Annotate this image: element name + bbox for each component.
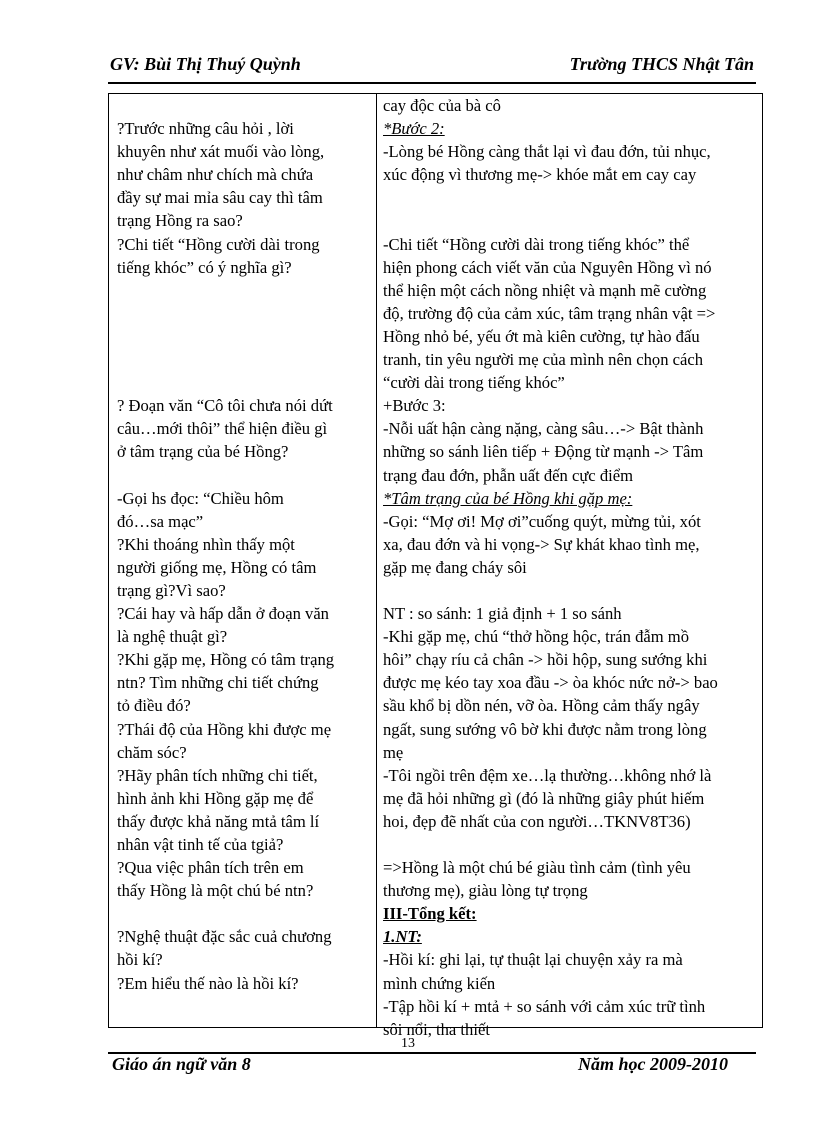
question-line	[117, 302, 374, 325]
content-line: sôi nổi, tha thiết	[383, 1019, 490, 1039]
question-line: ?Qua việc phân tích trên em	[117, 858, 304, 878]
content-line: “cười dài trong tiếng khóc”	[383, 373, 565, 393]
question-line: câu…mới thôi” thể hiện điều gì	[117, 419, 328, 439]
lesson-table	[108, 93, 763, 1039]
question-line: ?Khi thoáng nhìn thấy một	[117, 534, 295, 554]
question-line: chăm sóc?	[117, 742, 187, 762]
content-line: mẹ	[383, 742, 404, 762]
page-header	[108, 52, 756, 82]
content-line: tranh, tin yêu người mẹ của mình nên chọn cách	[383, 350, 704, 370]
question-line	[117, 464, 374, 487]
content-line: thể hiện một cách nồng nhiệt và mạnh mẽ cường	[383, 280, 707, 300]
column-divider	[376, 94, 377, 1027]
content-line: ngất, sung sướng vô bờ khi được nằm trong lòng	[383, 719, 707, 739]
content-line: -Nỗi uất hận càng nặng, càng sâu…-> Bật thành	[383, 419, 704, 439]
content-column	[383, 94, 761, 1041]
question-line: thấy được khả năng mtả tâm lí	[117, 811, 320, 831]
content-line	[383, 833, 761, 856]
content-line: -Khi gặp mẹ, chú “thở hồng hộc, trán đẫm mồ	[383, 627, 690, 647]
content-line: -Hồi kí: ghi lại, tự thuật lại chuyện xảy ra mà	[383, 950, 683, 970]
content-line: *Tâm trạng của bé Hồng khi gặp mẹ:	[383, 488, 633, 508]
content-line: hôi” chạy ríu cả chân -> hồi hộp, sung sướng khi	[383, 650, 708, 670]
content-line: được mẹ kéo tay xoa đầu -> òa khóc nức nở-> bao	[383, 673, 718, 693]
content-line: mình chứng kiến	[383, 973, 496, 993]
question-line: ?Chi tiết “Hồng cười dài trong	[117, 234, 320, 254]
content-line: *Bước 2:	[383, 119, 445, 139]
question-line: -Gọi hs đọc: “Chiều hôm	[117, 488, 284, 508]
content-line: -Tập hồi kí + mtả + so sánh với cảm xúc trữ tình	[383, 996, 706, 1016]
question-line	[117, 94, 374, 117]
question-line: đầy sự mai mỉa sâu cay thì tâm	[117, 188, 323, 208]
content-line: -Gọi: “Mợ ơi! Mợ ơi”cuống quýt, mừng tủi, xót	[383, 511, 701, 531]
content-line: =>Hồng là một chú bé giàu tình cảm (tình yêu	[383, 858, 691, 878]
question-line	[117, 279, 374, 302]
question-line: ?Khi gặp mẹ, Hồng có tâm trạng	[117, 650, 335, 670]
content-line: -Tôi ngồi trên đệm xe…lạ thường…không nhớ là	[383, 765, 712, 785]
header-rule	[108, 82, 756, 84]
page-footer	[108, 1054, 756, 1080]
question-line	[117, 902, 374, 925]
question-line: khuyên như xát muối vào lòng,	[117, 142, 325, 162]
question-line: trạng Hồng ra sao?	[117, 211, 243, 231]
school-year: Năm học 2009-2010	[578, 1054, 728, 1074]
content-line: Hồng nhỏ bé, yếu ớt mà kiên cường, tự hào đấu	[383, 326, 700, 346]
content-line: cay độc của bà cô	[383, 96, 501, 115]
question-line: ?Nghệ thuật đặc sắc cuả chương	[117, 927, 332, 947]
content-line	[383, 209, 761, 232]
question-line	[117, 348, 374, 371]
content-line	[383, 579, 761, 602]
question-line: ntn? Tìm những chi tiết chứng	[117, 673, 319, 693]
question-line: ?Trước những câu hỏi , lời	[117, 119, 294, 139]
content-line: trạng đau đớn, phẫn uất đến cực điểm	[383, 465, 634, 485]
content-line: NT : so sánh: 1 giả định + 1 so sánh	[383, 604, 622, 624]
question-line: ?Em hiểu thế nào là hồi kí?	[117, 973, 299, 993]
content-line: -Chi tiết “Hồng cười dài trong tiếng khóc” thể	[383, 234, 690, 254]
question-line: ?Thái độ của Hồng khi được mẹ	[117, 719, 332, 739]
question-line: thấy Hồng là một chú bé ntn?	[117, 881, 314, 901]
question-line	[117, 325, 374, 348]
question-line: là nghệ thuật gì?	[117, 627, 228, 647]
question-line: ở tâm trạng của bé Hồng?	[117, 442, 289, 462]
content-line: sầu khổ bị dồn nén, vỡ òa. Hồng cảm thấy ngây	[383, 696, 700, 716]
content-line: 1.NT:	[383, 927, 422, 947]
content-line: -Lòng bé Hồng càng thắt lại vì đau đớn, tủi nhục,	[383, 142, 711, 162]
question-line: người giống mẹ, Hồng có tâm	[117, 557, 317, 577]
content-line: xúc động vì thương mẹ-> khóe mắt em cay cay	[383, 165, 697, 185]
subject-title: Giáo án ngữ văn 8	[112, 1054, 251, 1074]
page-number: 13	[401, 1036, 415, 1051]
content-line: độ, trường độ của cảm xúc, tâm trạng nhân vật =>	[383, 303, 716, 323]
question-line: ?Hãy phân tích những chi tiết,	[117, 765, 318, 785]
question-line	[117, 371, 374, 394]
question-line: tỏ điều đó?	[117, 696, 191, 716]
question-line: đó…sa mạc”	[117, 511, 204, 531]
question-line: như châm như chích mà chứa	[117, 165, 314, 185]
question-line: hồi kí?	[117, 950, 163, 970]
question-line: ? Đoạn văn “Cô tôi chưa nói dứt	[117, 396, 333, 416]
question-line: nhân vật tinh tế của tgiả?	[117, 835, 284, 854]
question-line: tiếng khóc” có ý nghĩa gì?	[117, 257, 292, 277]
content-line: hiện phong cách viết văn của Nguyên Hồng vì nó	[383, 257, 712, 277]
content-line: III-Tổng kết:	[383, 904, 477, 924]
content-line: mẹ đã hỏi những gì (đó là những giây phút hiếm	[383, 788, 705, 808]
content-line: thương mẹ), giàu lòng tự trọng	[383, 881, 588, 901]
teacher-name: GV: Bùi Thị Thuý Quỳnh	[110, 54, 301, 74]
content-line: +Bước 3:	[383, 396, 446, 416]
content-line	[383, 186, 761, 209]
question-line: hình ảnh khi Hồng gặp mẹ để	[117, 788, 314, 808]
teacher-activity-column	[117, 94, 374, 995]
school-name: Trường THCS Nhật Tân	[569, 54, 754, 74]
content-line: những so sánh liên tiếp + Động từ mạnh -> Tâm	[383, 442, 704, 462]
content-line: hoi, đẹp đẽ nhất của con người…TKNV8T36)	[383, 811, 691, 831]
question-line: ?Cái hay và hấp dẫn ở đoạn văn	[117, 604, 329, 624]
content-line: xa, đau đớn và hi vọng-> Sự khát khao tình mẹ,	[383, 534, 700, 554]
question-line: trạng gì?Vì sao?	[117, 580, 226, 600]
content-line: gặp mẹ đang cháy sôi	[383, 557, 527, 577]
